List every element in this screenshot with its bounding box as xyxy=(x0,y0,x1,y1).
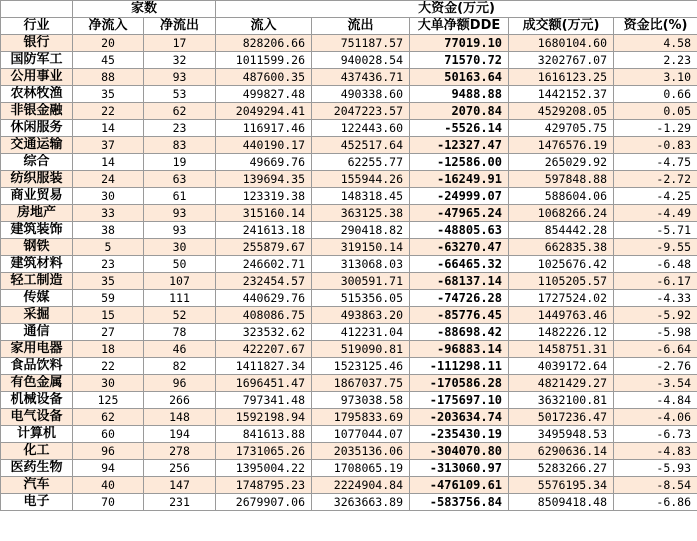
cell-net-inflow-count: 62 xyxy=(73,409,144,426)
cell-net-outflow-count: 83 xyxy=(144,137,216,154)
cell-ratio: -8.54 xyxy=(614,477,697,494)
cell-dde: -304070.80 xyxy=(410,443,509,460)
cell-inflow: 323532.62 xyxy=(216,324,312,341)
cell-inflow: 246602.71 xyxy=(216,256,312,273)
cell-turnover: 8509418.48 xyxy=(509,494,614,511)
table-row xyxy=(1,171,697,188)
table-row xyxy=(1,222,697,239)
cell-industry-name: 农林牧渔 xyxy=(1,86,73,103)
cell-net-inflow-count: 45 xyxy=(73,52,144,69)
header-count-group: 家数 xyxy=(73,1,216,18)
cell-ratio: -5.92 xyxy=(614,307,697,324)
cell-dde: -203634.74 xyxy=(410,409,509,426)
cell-net-outflow-count: 32 xyxy=(144,52,216,69)
cell-inflow: 315160.14 xyxy=(216,205,312,222)
cell-industry-name: 通信 xyxy=(1,324,73,341)
cell-net-outflow-count: 53 xyxy=(144,86,216,103)
cell-outflow: 2224904.84 xyxy=(312,477,410,494)
table-row xyxy=(1,409,697,426)
cell-outflow: 751187.57 xyxy=(312,35,410,52)
table-row xyxy=(1,324,697,341)
cell-turnover: 3495948.53 xyxy=(509,426,614,443)
cell-net-inflow-count: 60 xyxy=(73,426,144,443)
table-row xyxy=(1,103,697,120)
cell-industry-name: 机械设备 xyxy=(1,392,73,409)
cell-dde: -96883.14 xyxy=(410,341,509,358)
cell-net-outflow-count: 266 xyxy=(144,392,216,409)
cell-net-outflow-count: 93 xyxy=(144,222,216,239)
cell-turnover: 3632100.81 xyxy=(509,392,614,409)
table-row xyxy=(1,239,697,256)
cell-industry-name: 公用事业 xyxy=(1,69,73,86)
cell-net-inflow-count: 59 xyxy=(73,290,144,307)
cell-dde: -24999.07 xyxy=(410,188,509,205)
cell-net-inflow-count: 14 xyxy=(73,120,144,137)
cell-inflow: 440629.76 xyxy=(216,290,312,307)
cell-net-inflow-count: 33 xyxy=(73,205,144,222)
header-industry: 行业 xyxy=(1,18,73,35)
cell-outflow: 519090.81 xyxy=(312,341,410,358)
cell-net-outflow-count: 278 xyxy=(144,443,216,460)
cell-ratio: 3.10 xyxy=(614,69,697,86)
cell-net-outflow-count: 17 xyxy=(144,35,216,52)
cell-turnover: 1482226.12 xyxy=(509,324,614,341)
cell-dde: -12586.00 xyxy=(410,154,509,171)
cell-net-inflow-count: 125 xyxy=(73,392,144,409)
cell-turnover: 854442.28 xyxy=(509,222,614,239)
cell-inflow: 828206.66 xyxy=(216,35,312,52)
cell-industry-name: 非银金融 xyxy=(1,103,73,120)
table-row xyxy=(1,375,697,392)
cell-inflow: 139694.35 xyxy=(216,171,312,188)
cell-inflow: 1011599.26 xyxy=(216,52,312,69)
table-row xyxy=(1,137,697,154)
cell-industry-name: 建筑材料 xyxy=(1,256,73,273)
cell-outflow: 493863.20 xyxy=(312,307,410,324)
cell-outflow: 1867037.75 xyxy=(312,375,410,392)
cell-turnover: 1442152.37 xyxy=(509,86,614,103)
cell-inflow: 422207.67 xyxy=(216,341,312,358)
cell-net-inflow-count: 96 xyxy=(73,443,144,460)
cell-ratio: -4.83 xyxy=(614,443,697,460)
table-body xyxy=(1,35,697,511)
cell-industry-name: 家用电器 xyxy=(1,341,73,358)
cell-dde: -68137.14 xyxy=(410,273,509,290)
cell-industry-name: 轻工制造 xyxy=(1,273,73,290)
cell-inflow: 1731065.26 xyxy=(216,443,312,460)
cell-inflow: 487600.35 xyxy=(216,69,312,86)
cell-turnover: 588604.06 xyxy=(509,188,614,205)
cell-inflow: 49669.76 xyxy=(216,154,312,171)
cell-ratio: -4.49 xyxy=(614,205,697,222)
cell-turnover: 4821429.27 xyxy=(509,375,614,392)
cell-outflow: 2047223.57 xyxy=(312,103,410,120)
cell-dde: 9488.88 xyxy=(410,86,509,103)
cell-dde: 50163.64 xyxy=(410,69,509,86)
cell-ratio: -6.73 xyxy=(614,426,697,443)
cell-turnover: 662835.38 xyxy=(509,239,614,256)
cell-ratio: 2.23 xyxy=(614,52,697,69)
table-row xyxy=(1,443,697,460)
cell-outflow: 300591.71 xyxy=(312,273,410,290)
header-row-columns xyxy=(1,18,697,35)
cell-net-inflow-count: 37 xyxy=(73,137,144,154)
table-row xyxy=(1,154,697,171)
cell-industry-name: 有色金属 xyxy=(1,375,73,392)
header-row-groups xyxy=(1,1,697,18)
cell-net-outflow-count: 63 xyxy=(144,171,216,188)
header-empty-cell xyxy=(1,1,73,18)
table-row xyxy=(1,307,697,324)
cell-outflow: 515356.05 xyxy=(312,290,410,307)
cell-net-outflow-count: 78 xyxy=(144,324,216,341)
cell-net-outflow-count: 96 xyxy=(144,375,216,392)
cell-net-outflow-count: 50 xyxy=(144,256,216,273)
cell-industry-name: 食品饮料 xyxy=(1,358,73,375)
cell-inflow: 241613.18 xyxy=(216,222,312,239)
cell-net-outflow-count: 93 xyxy=(144,69,216,86)
cell-turnover: 429705.75 xyxy=(509,120,614,137)
cell-inflow: 797341.48 xyxy=(216,392,312,409)
cell-ratio: -6.64 xyxy=(614,341,697,358)
cell-outflow: 363125.38 xyxy=(312,205,410,222)
cell-outflow: 1077044.07 xyxy=(312,426,410,443)
cell-net-inflow-count: 88 xyxy=(73,69,144,86)
cell-inflow: 123319.38 xyxy=(216,188,312,205)
table-row xyxy=(1,35,697,52)
cell-ratio: -4.75 xyxy=(614,154,697,171)
cell-industry-name: 综合 xyxy=(1,154,73,171)
cell-dde: -5526.14 xyxy=(410,120,509,137)
cell-turnover: 1025676.42 xyxy=(509,256,614,273)
cell-industry-name: 建筑装饰 xyxy=(1,222,73,239)
cell-net-inflow-count: 38 xyxy=(73,222,144,239)
cell-turnover: 1105205.57 xyxy=(509,273,614,290)
cell-dde: -313060.97 xyxy=(410,460,509,477)
cell-inflow: 116917.46 xyxy=(216,120,312,137)
cell-turnover: 4529208.05 xyxy=(509,103,614,120)
cell-turnover: 3202767.07 xyxy=(509,52,614,69)
cell-net-inflow-count: 22 xyxy=(73,358,144,375)
cell-net-outflow-count: 46 xyxy=(144,341,216,358)
table-row xyxy=(1,426,697,443)
cell-ratio: -0.83 xyxy=(614,137,697,154)
header-big-funds-group: 大资金(万元) xyxy=(216,1,697,18)
header-ratio: 资金比(%) xyxy=(614,18,697,35)
cell-dde: 71570.72 xyxy=(410,52,509,69)
table-row xyxy=(1,477,697,494)
cell-turnover: 6290636.14 xyxy=(509,443,614,460)
cell-net-outflow-count: 147 xyxy=(144,477,216,494)
cell-dde: -170586.28 xyxy=(410,375,509,392)
cell-industry-name: 纺织服装 xyxy=(1,171,73,188)
cell-net-inflow-count: 15 xyxy=(73,307,144,324)
cell-net-outflow-count: 61 xyxy=(144,188,216,205)
cell-outflow: 319150.14 xyxy=(312,239,410,256)
cell-net-outflow-count: 62 xyxy=(144,103,216,120)
cell-net-inflow-count: 40 xyxy=(73,477,144,494)
cell-inflow: 255879.67 xyxy=(216,239,312,256)
cell-ratio: -5.93 xyxy=(614,460,697,477)
cell-industry-name: 电子 xyxy=(1,494,73,511)
table-row xyxy=(1,392,697,409)
cell-outflow: 490338.60 xyxy=(312,86,410,103)
cell-outflow: 122443.60 xyxy=(312,120,410,137)
cell-net-outflow-count: 23 xyxy=(144,120,216,137)
cell-dde: -175697.10 xyxy=(410,392,509,409)
cell-industry-name: 电气设备 xyxy=(1,409,73,426)
cell-turnover: 5283266.27 xyxy=(509,460,614,477)
cell-net-outflow-count: 256 xyxy=(144,460,216,477)
cell-dde: -47965.24 xyxy=(410,205,509,222)
cell-inflow: 1592198.94 xyxy=(216,409,312,426)
cell-net-inflow-count: 22 xyxy=(73,103,144,120)
cell-net-inflow-count: 20 xyxy=(73,35,144,52)
cell-inflow: 1395004.22 xyxy=(216,460,312,477)
table-row xyxy=(1,460,697,477)
cell-industry-name: 房地产 xyxy=(1,205,73,222)
table-row xyxy=(1,52,697,69)
cell-industry-name: 银行 xyxy=(1,35,73,52)
cell-net-outflow-count: 19 xyxy=(144,154,216,171)
cell-net-inflow-count: 35 xyxy=(73,86,144,103)
cell-industry-name: 医药生物 xyxy=(1,460,73,477)
header-turnover: 成交额(万元) xyxy=(509,18,614,35)
cell-outflow: 3263663.89 xyxy=(312,494,410,511)
cell-dde: -63270.47 xyxy=(410,239,509,256)
cell-outflow: 1708065.19 xyxy=(312,460,410,477)
cell-net-inflow-count: 5 xyxy=(73,239,144,256)
cell-outflow: 1795833.69 xyxy=(312,409,410,426)
cell-inflow: 499827.48 xyxy=(216,86,312,103)
cell-ratio: -5.98 xyxy=(614,324,697,341)
table-row xyxy=(1,86,697,103)
cell-net-outflow-count: 82 xyxy=(144,358,216,375)
cell-net-inflow-count: 35 xyxy=(73,273,144,290)
table-row xyxy=(1,120,697,137)
cell-outflow: 62255.77 xyxy=(312,154,410,171)
cell-ratio: -1.29 xyxy=(614,120,697,137)
cell-turnover: 1616123.25 xyxy=(509,69,614,86)
cell-ratio: -4.06 xyxy=(614,409,697,426)
cell-turnover: 1680104.60 xyxy=(509,35,614,52)
cell-turnover: 5017236.47 xyxy=(509,409,614,426)
cell-net-outflow-count: 111 xyxy=(144,290,216,307)
cell-industry-name: 商业贸易 xyxy=(1,188,73,205)
cell-outflow: 437436.71 xyxy=(312,69,410,86)
cell-ratio: -5.71 xyxy=(614,222,697,239)
table-row xyxy=(1,69,697,86)
cell-turnover: 1068266.24 xyxy=(509,205,614,222)
cell-outflow: 313068.03 xyxy=(312,256,410,273)
cell-net-inflow-count: 30 xyxy=(73,375,144,392)
cell-net-inflow-count: 94 xyxy=(73,460,144,477)
cell-industry-name: 休闲服务 xyxy=(1,120,73,137)
cell-outflow: 155944.26 xyxy=(312,171,410,188)
table-row xyxy=(1,273,697,290)
cell-net-outflow-count: 30 xyxy=(144,239,216,256)
table-row xyxy=(1,188,697,205)
cell-industry-name: 钢铁 xyxy=(1,239,73,256)
cell-outflow: 973038.58 xyxy=(312,392,410,409)
cell-dde: 2070.84 xyxy=(410,103,509,120)
cell-net-outflow-count: 231 xyxy=(144,494,216,511)
cell-inflow: 1748795.23 xyxy=(216,477,312,494)
cell-industry-name: 化工 xyxy=(1,443,73,460)
cell-inflow: 440190.17 xyxy=(216,137,312,154)
cell-outflow: 1523125.46 xyxy=(312,358,410,375)
cell-outflow: 412231.04 xyxy=(312,324,410,341)
cell-industry-name: 计算机 xyxy=(1,426,73,443)
cell-ratio: 4.58 xyxy=(614,35,697,52)
table-row xyxy=(1,256,697,273)
cell-dde: -88698.42 xyxy=(410,324,509,341)
cell-outflow: 148318.45 xyxy=(312,188,410,205)
cell-inflow: 1411827.34 xyxy=(216,358,312,375)
cell-net-outflow-count: 107 xyxy=(144,273,216,290)
cell-inflow: 841613.88 xyxy=(216,426,312,443)
cell-dde: -74726.28 xyxy=(410,290,509,307)
cell-ratio: -2.72 xyxy=(614,171,697,188)
cell-ratio: -4.33 xyxy=(614,290,697,307)
cell-dde: -85776.45 xyxy=(410,307,509,324)
cell-ratio: -6.17 xyxy=(614,273,697,290)
cell-turnover: 1476576.19 xyxy=(509,137,614,154)
table-row xyxy=(1,205,697,222)
cell-net-outflow-count: 52 xyxy=(144,307,216,324)
cell-inflow: 408086.75 xyxy=(216,307,312,324)
cell-industry-name: 国防军工 xyxy=(1,52,73,69)
cell-net-inflow-count: 70 xyxy=(73,494,144,511)
cell-ratio: -4.25 xyxy=(614,188,697,205)
cell-ratio: -6.48 xyxy=(614,256,697,273)
cell-inflow: 232454.57 xyxy=(216,273,312,290)
cell-ratio: -2.76 xyxy=(614,358,697,375)
cell-dde: -48805.63 xyxy=(410,222,509,239)
cell-dde: 77019.10 xyxy=(410,35,509,52)
cell-ratio: -6.86 xyxy=(614,494,697,511)
cell-ratio: 0.66 xyxy=(614,86,697,103)
cell-dde: -235430.19 xyxy=(410,426,509,443)
cell-turnover: 1727524.02 xyxy=(509,290,614,307)
cell-net-inflow-count: 23 xyxy=(73,256,144,273)
cell-inflow: 2049294.41 xyxy=(216,103,312,120)
header-outflow: 流出 xyxy=(312,18,410,35)
table-row xyxy=(1,358,697,375)
table-row xyxy=(1,341,697,358)
cell-ratio: 0.05 xyxy=(614,103,697,120)
cell-net-outflow-count: 194 xyxy=(144,426,216,443)
header-net-outflow-count: 净流出 xyxy=(144,18,216,35)
cell-turnover: 265029.92 xyxy=(509,154,614,171)
table-row xyxy=(1,494,697,511)
header-inflow: 流入 xyxy=(216,18,312,35)
cell-turnover: 1449763.46 xyxy=(509,307,614,324)
table-row xyxy=(1,290,697,307)
cell-inflow: 2679907.06 xyxy=(216,494,312,511)
header-net-inflow-count: 净流入 xyxy=(73,18,144,35)
cell-industry-name: 传媒 xyxy=(1,290,73,307)
cell-industry-name: 汽车 xyxy=(1,477,73,494)
cell-net-outflow-count: 93 xyxy=(144,205,216,222)
cell-inflow: 1696451.47 xyxy=(216,375,312,392)
cell-turnover: 1458751.31 xyxy=(509,341,614,358)
cell-ratio: -9.55 xyxy=(614,239,697,256)
header-dde: 大单净额DDE xyxy=(410,18,509,35)
cell-outflow: 290418.82 xyxy=(312,222,410,239)
cell-outflow: 2035136.06 xyxy=(312,443,410,460)
cell-dde: -16249.91 xyxy=(410,171,509,188)
cell-dde: -111298.11 xyxy=(410,358,509,375)
cell-outflow: 452517.64 xyxy=(312,137,410,154)
cell-turnover: 597848.88 xyxy=(509,171,614,188)
cell-industry-name: 采掘 xyxy=(1,307,73,324)
cell-dde: -476109.61 xyxy=(410,477,509,494)
cell-turnover: 5576195.34 xyxy=(509,477,614,494)
cell-dde: -66465.32 xyxy=(410,256,509,273)
cell-net-inflow-count: 14 xyxy=(73,154,144,171)
cell-net-outflow-count: 148 xyxy=(144,409,216,426)
cell-dde: -12327.47 xyxy=(410,137,509,154)
cell-net-inflow-count: 18 xyxy=(73,341,144,358)
cell-dde: -583756.84 xyxy=(410,494,509,511)
cell-net-inflow-count: 27 xyxy=(73,324,144,341)
cell-ratio: -4.84 xyxy=(614,392,697,409)
cell-net-inflow-count: 24 xyxy=(73,171,144,188)
cell-turnover: 4039172.64 xyxy=(509,358,614,375)
cell-ratio: -3.54 xyxy=(614,375,697,392)
cell-outflow: 940028.54 xyxy=(312,52,410,69)
cell-industry-name: 交通运输 xyxy=(1,137,73,154)
cell-net-inflow-count: 30 xyxy=(73,188,144,205)
